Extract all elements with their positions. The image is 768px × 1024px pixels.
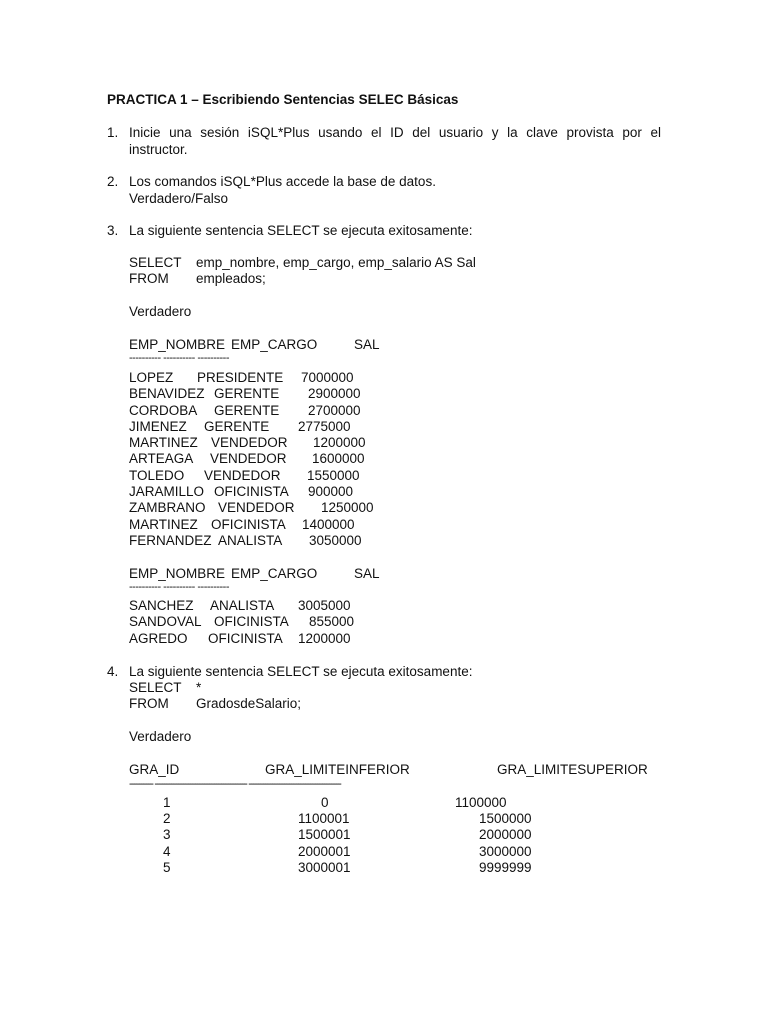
table-row-3-cargo: GERENTE xyxy=(214,403,280,418)
table-row-3-sal: 2700000 xyxy=(308,403,361,418)
table-row-4-nombre: JIMENEZ xyxy=(129,419,187,434)
sql-from-keyword: FROM xyxy=(129,696,169,711)
table-header-emp-cargo: EMP_CARGO xyxy=(231,337,318,352)
document-title: PRACTICA 1 – Escribiendo Sentencias SELEC Básicas xyxy=(107,92,459,107)
table-row-1-sal: 3005000 xyxy=(298,598,351,613)
table-header-gra-limitesuperior: GRA_LIMITESUPERIOR xyxy=(497,762,648,777)
table-row-7-sal: 1550000 xyxy=(307,468,360,483)
table-row-3-nombre: CORDOBA xyxy=(129,403,198,418)
item-number: 4. xyxy=(107,664,119,679)
answer-text: Verdadero xyxy=(129,729,192,744)
table-row-5-sal: 1200000 xyxy=(313,435,366,450)
table-row-2-sal: 2900000 xyxy=(308,386,361,401)
table-row-9-cargo: VENDEDOR xyxy=(218,500,295,515)
table-row-11-nombre: FERNANDEZ xyxy=(129,533,212,548)
table-header-emp-nombre: EMP_NOMBRE xyxy=(129,337,226,352)
item-text: La siguiente sentencia SELECT se ejecuta exitosamente: xyxy=(129,223,473,238)
table-row-1-inferior: 0 xyxy=(321,795,329,810)
table-row-3-sal: 1200000 xyxy=(298,631,351,646)
table-row-4-id: 4 xyxy=(163,844,171,859)
table-row-4-sal: 2775000 xyxy=(298,419,351,434)
sql-select-keyword: SELECT xyxy=(129,255,182,270)
table-row-1-id: 1 xyxy=(163,795,171,810)
table-row-3-cargo: OFICINISTA xyxy=(208,631,283,646)
item-text-line-2: Verdadero/Falso xyxy=(129,190,229,206)
table-row-5-cargo: VENDEDOR xyxy=(211,435,288,450)
sql-from-table: GradosdeSalario; xyxy=(196,696,302,711)
item-text: La siguiente sentencia SELECT se ejecuta exitosamente: xyxy=(129,664,473,679)
table-row-11-sal: 3050000 xyxy=(309,533,362,548)
table-row-7-nombre: TOLEDO xyxy=(129,468,185,483)
item-number: 3. xyxy=(107,223,119,238)
table-row-9-sal: 1250000 xyxy=(321,500,374,515)
answer-text: Verdadero xyxy=(129,304,192,319)
item-text xyxy=(129,125,661,158)
table-separator: ---------- --------------------------------------- --------------------------------------- xyxy=(129,778,341,790)
table-row-10-sal: 1400000 xyxy=(302,517,355,532)
table-row-1-nombre: SANCHEZ xyxy=(129,598,194,613)
table-header-sal: SAL xyxy=(354,337,380,352)
table-row-5-superior: 9999999 xyxy=(479,860,532,875)
item-text-line-2: instructor. xyxy=(129,141,188,157)
sql-from-table: empleados; xyxy=(196,271,266,286)
item-number: 2. xyxy=(107,174,119,189)
table-row-2-cargo: OFICINISTA xyxy=(214,614,289,629)
table-header-emp-cargo: EMP_CARGO xyxy=(231,566,318,581)
item-number: 1. xyxy=(107,125,119,140)
table-separator: ---------- ---------- ---------- xyxy=(129,352,230,364)
table-row-1-nombre: LOPEZ xyxy=(129,370,174,385)
table-row-11-cargo: ANALISTA xyxy=(218,533,283,548)
table-row-2-cargo: GERENTE xyxy=(214,386,280,401)
sql-from-keyword: FROM xyxy=(129,271,169,286)
table-row-10-nombre: MARTINEZ xyxy=(129,517,198,532)
sql-select-columns: * xyxy=(196,680,202,695)
table-row-6-cargo: VENDEDOR xyxy=(210,451,287,466)
table-row-4-cargo: GERENTE xyxy=(204,419,270,434)
table-row-5-id: 5 xyxy=(163,860,171,875)
sql-select-keyword: SELECT xyxy=(129,680,182,695)
table-row-10-cargo: OFICINISTA xyxy=(211,517,286,532)
table-row-2-nombre: BENAVIDEZ xyxy=(129,386,205,401)
table-row-4-inferior: 2000001 xyxy=(298,844,351,859)
table-row-2-inferior: 1100001 xyxy=(298,811,350,826)
item-text-line-1: Los comandos iSQL*Plus accede la base de datos. xyxy=(129,174,436,189)
table-row-1-cargo: PRESIDENTE xyxy=(197,370,284,385)
table-row-1-cargo: ANALISTA xyxy=(210,598,275,613)
table-row-8-cargo: OFICINISTA xyxy=(214,484,289,499)
table-row-8-nombre: JARAMILLO xyxy=(129,484,205,499)
sql-select-columns: emp_nombre, emp_cargo, emp_salario AS Sal xyxy=(196,255,476,270)
table-row-3-id: 3 xyxy=(163,827,171,842)
table-row-8-sal: 900000 xyxy=(308,484,354,499)
table-row-2-superior: 1500000 xyxy=(479,811,532,826)
table-row-1-sal: 7000000 xyxy=(301,370,354,385)
table-row-2-sal: 855000 xyxy=(309,614,355,629)
table-row-3-nombre: AGREDO xyxy=(129,631,188,646)
table-row-4-superior: 3000000 xyxy=(479,844,532,859)
item-text xyxy=(129,174,661,207)
table-row-3-inferior: 1500001 xyxy=(298,827,351,842)
table-row-6-nombre: ARTEAGA xyxy=(129,451,194,466)
table-row-2-nombre: SANDOVAL xyxy=(129,614,202,629)
table-header-gra-limiteinferior: GRA_LIMITEINFERIOR xyxy=(265,762,410,777)
table-row-1-superior: 1100000 xyxy=(455,795,507,810)
table-header-gra-id: GRA_ID xyxy=(129,762,180,777)
table-row-7-cargo: VENDEDOR xyxy=(204,468,281,483)
table-row-9-nombre: ZAMBRANO xyxy=(129,500,206,515)
item-text-line-1: Inicie una sesión iSQL*Plus usando el ID del usuario y la clave provista por el xyxy=(129,125,661,140)
table-header-sal: SAL xyxy=(354,566,380,581)
table-separator: ---------- ---------- ---------- xyxy=(129,581,230,593)
table-row-6-sal: 1600000 xyxy=(312,451,365,466)
table-row-5-nombre: MARTINEZ xyxy=(129,435,198,450)
table-row-3-superior: 2000000 xyxy=(479,827,532,842)
table-header-emp-nombre: EMP_NOMBRE xyxy=(129,566,226,581)
table-row-2-id: 2 xyxy=(163,811,171,826)
table-row-5-inferior: 3000001 xyxy=(298,860,351,875)
